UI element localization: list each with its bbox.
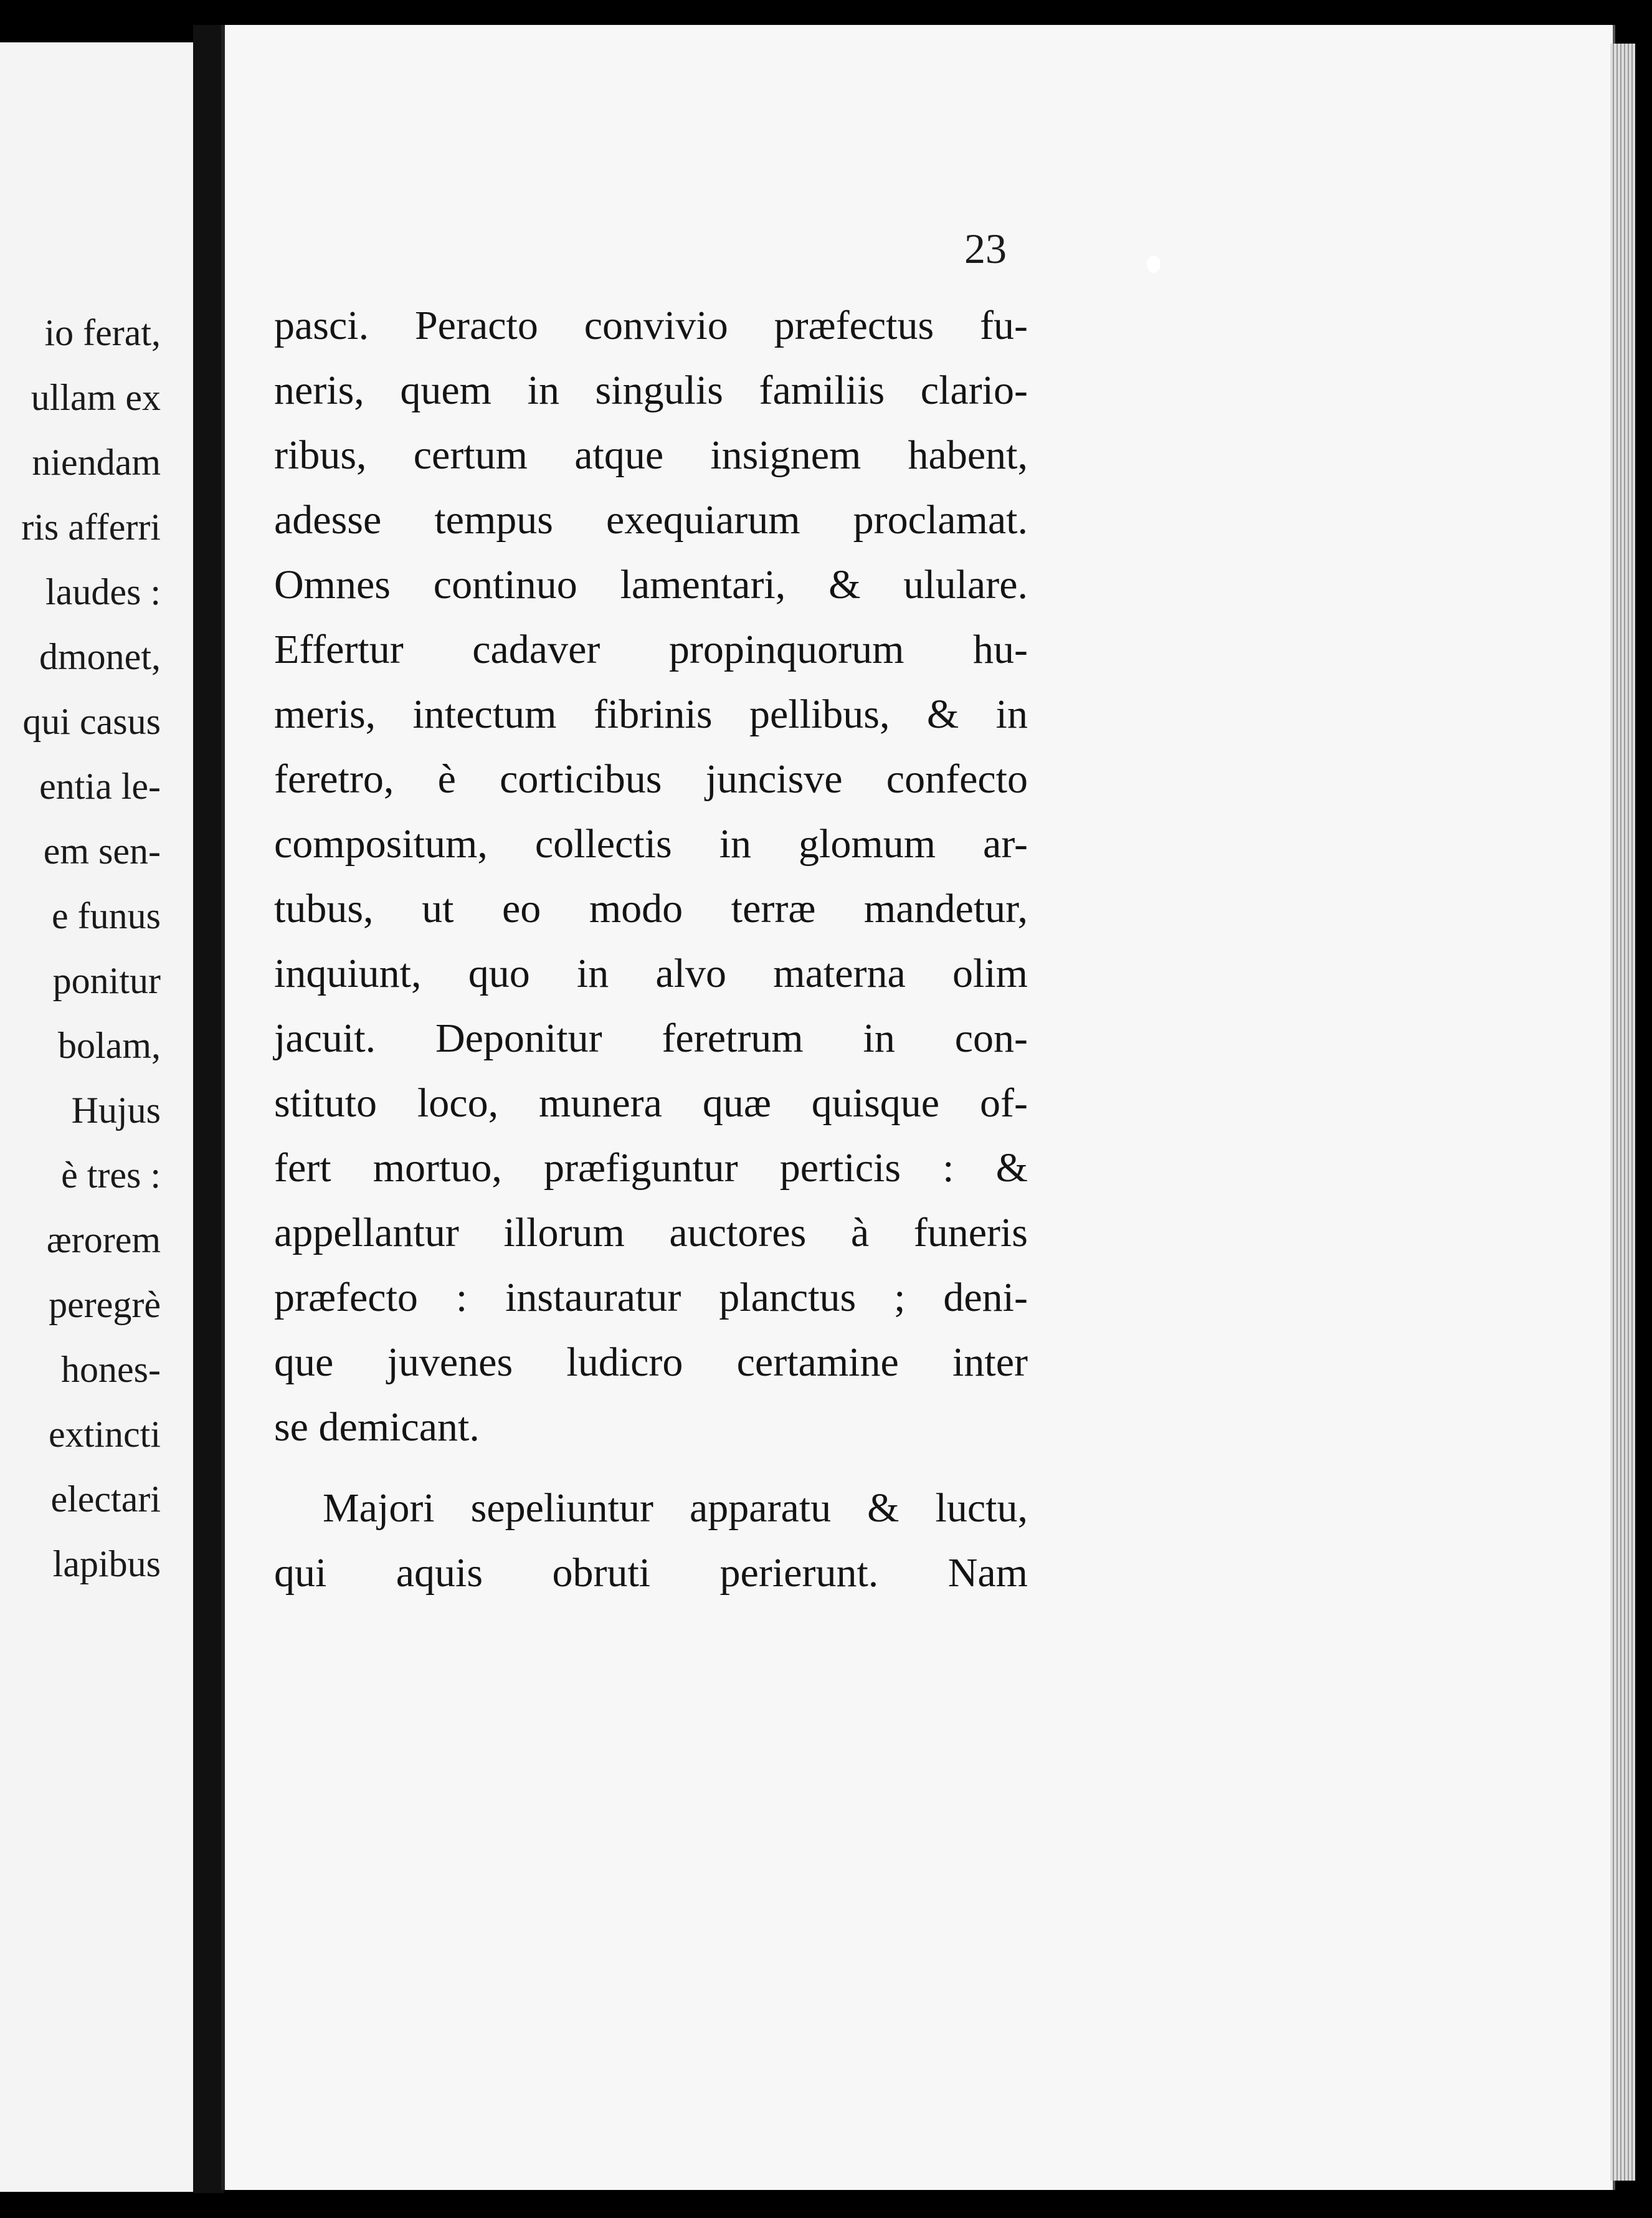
text-line: ribus, certum atque insignem habent, — [274, 432, 1028, 478]
text-line: meris, intectum fibrinis pellibus, & in — [274, 692, 1028, 737]
text-line: pasci. Peracto convivio præfectus fu- — [274, 303, 1028, 348]
text-line: Omnes continuo lamentari, & ululare. — [274, 562, 1028, 607]
left-line: niendam — [32, 442, 161, 483]
text-line: adesse tempus exequiarum proclamat. — [274, 497, 1028, 543]
text-line: neris, quem in singulis familiis clario- — [274, 368, 1028, 413]
text-line: jacuit. Deponitur feretrum in con- — [274, 1016, 1028, 1061]
text-line: tubus, ut eo modo terræ mandetur, — [274, 886, 1028, 931]
left-line: Hujus — [71, 1090, 161, 1131]
left-line: extincti — [49, 1414, 161, 1455]
text-line: que juvenes ludicro certamine inter — [274, 1340, 1028, 1385]
left-line: ris afferri — [21, 507, 161, 548]
left-line: peregrè — [49, 1284, 161, 1325]
left-line: ullam ex — [31, 377, 161, 418]
left-line: e funus — [52, 895, 161, 936]
left-line: laudes : — [45, 571, 161, 612]
text-line: se demicant. — [274, 1404, 480, 1450]
left-line: entia le- — [39, 766, 161, 807]
left-line: io ferat, — [44, 312, 161, 353]
paper-speck — [1147, 255, 1161, 273]
left-line: em sen- — [43, 831, 161, 872]
text-line: inquiunt, quo in alvo materna olim — [274, 951, 1028, 996]
previous-page-fragment — [0, 42, 196, 2192]
book-gutter — [193, 25, 224, 2193]
text-line: stituto loco, munera quæ quisque of- — [274, 1080, 1028, 1126]
text-line: Effertur cadaver propinquorum hu- — [274, 627, 1028, 672]
left-line: electari — [50, 1478, 161, 1520]
left-line: è tres : — [61, 1154, 161, 1196]
left-line: lapibus — [52, 1543, 161, 1584]
text-line: præfecto : instauratur planctus ; deni- — [274, 1275, 1028, 1320]
left-line: dmonet, — [39, 636, 161, 677]
text-line: qui aquis obruti perierunt. Nam — [274, 1550, 1028, 1596]
page-edges — [1610, 44, 1635, 2181]
text-line: appellantur illorum auctores à funeris — [274, 1210, 1028, 1255]
left-line: ærorem — [46, 1219, 161, 1260]
text-line: fert mortuo, præfiguntur perticis : & — [274, 1145, 1028, 1191]
left-line: qui casus — [22, 701, 161, 742]
left-line: bolam, — [58, 1025, 161, 1066]
page-number: 23 — [964, 225, 1007, 272]
left-line: ponitur — [52, 960, 161, 1001]
text-line: feretro, è corticibus juncisve confecto — [274, 756, 1028, 802]
left-line: hones- — [61, 1349, 161, 1390]
text-line: Majori sepeliuntur apparatu & luctu, — [323, 1485, 1028, 1531]
text-line: compositum, collectis in glomum ar- — [274, 821, 1028, 867]
